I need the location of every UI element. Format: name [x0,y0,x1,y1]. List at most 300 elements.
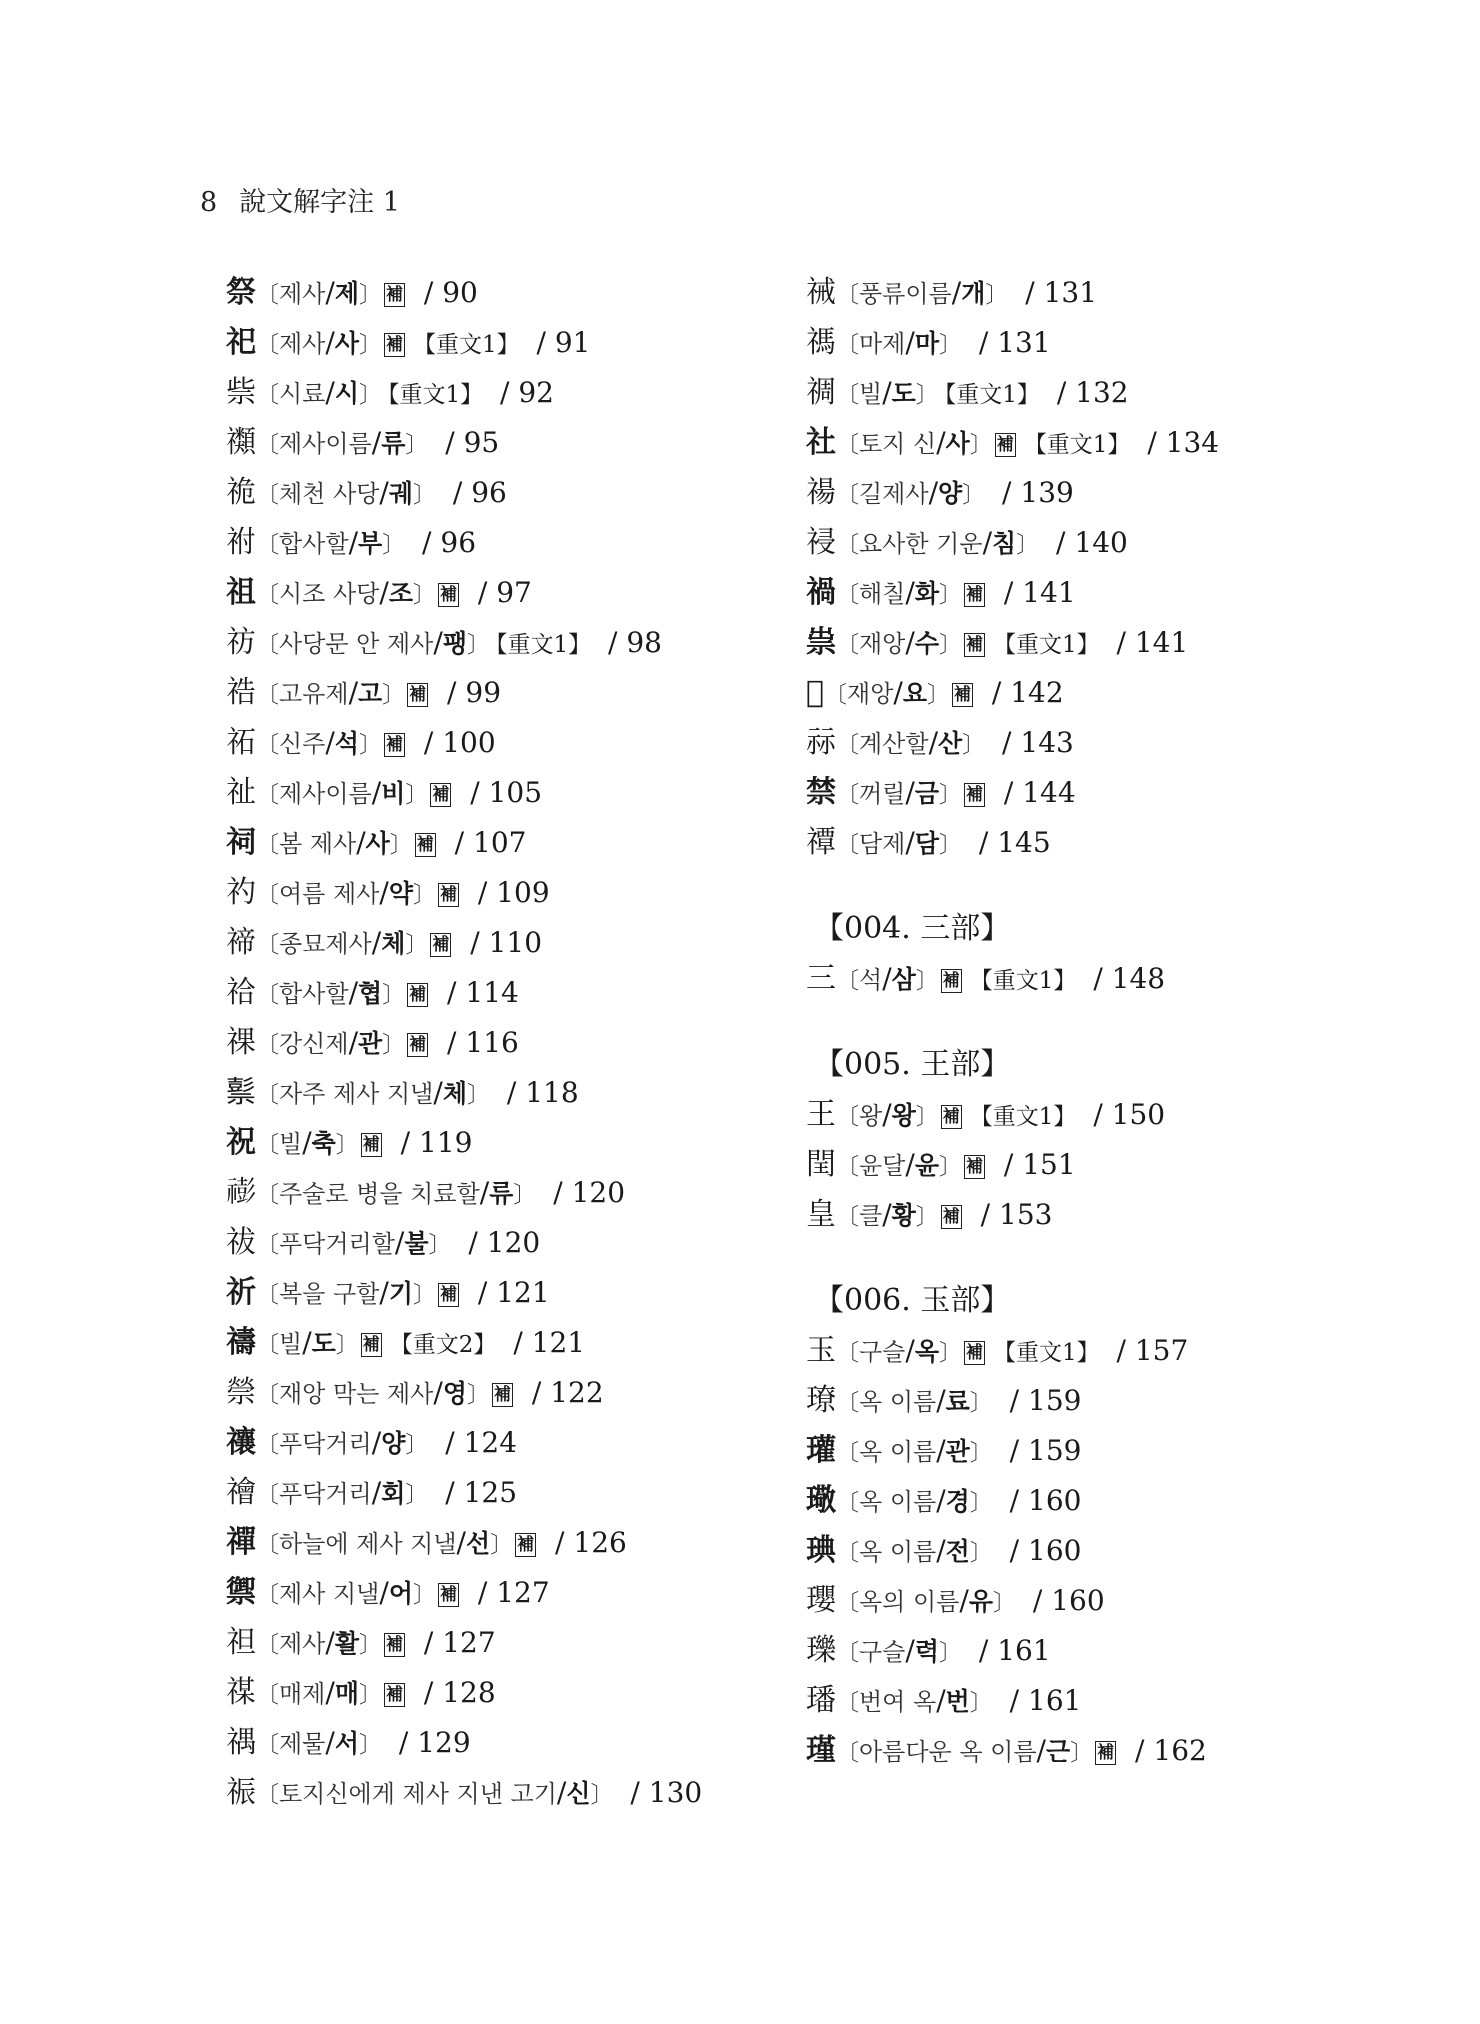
open-bracket: 〔 [256,1182,279,1208]
entry-key-sound: 왕 [891,1101,916,1130]
index-entry: 璠〔번여 옥/번〕 / 161 [806,1683,1082,1718]
entry-character: 祡 [226,375,256,410]
open-bracket: 〔 [256,1482,279,1508]
entry-reading: 빌 [859,380,883,408]
entry-reading: 구슬 [859,1638,906,1666]
entry-character: 祰 [226,675,256,710]
close-bracket: 〕 [358,382,382,408]
entry-reading: 토지 신 [859,430,937,458]
close-bracket: 〕 [969,432,993,458]
open-bracket: 〔 [256,1682,279,1708]
index-entry: 祉〔제사이름/비〕 補 / 105 [226,775,543,810]
close-bracket: 〕 [915,1104,939,1130]
page-separator: / [468,1276,497,1309]
entry-key-sound: 영 [442,1379,467,1408]
close-bracket: 〕 [915,1204,939,1230]
entry-page-number: 162 [1153,1734,1207,1767]
open-bracket: 〔 [256,282,279,308]
buchung-mark: 補 [409,684,427,705]
open-bracket: 〔 [256,732,279,758]
entry-character: 祟 [806,625,836,660]
page-separator: / [468,876,497,909]
page-separator: / [504,1326,532,1359]
close-bracket: 〕 [405,1432,429,1458]
entry-reading: 요사한 기운 [859,530,983,558]
index-column-left [226,268,786,1818]
entry-reading: 제사 [279,280,326,308]
close-bracket: 〕 [466,1082,490,1108]
buchung-mark: 補 [493,1384,511,1405]
close-bracket: 〕 [590,1782,614,1808]
index-entry: 祪〔체천 사당/궤〕 / 96 [226,475,507,510]
entry-character: 禬 [226,1475,256,1510]
entry-page-number: 119 [419,1126,473,1159]
close-bracket: 〕 [992,1590,1016,1616]
index-entry: 瑾〔아름다운 옥 이름/근〕 補 / 162 [806,1733,1207,1768]
index-entry: 祀〔제사/사〕 補 【重文1】 / 91 [226,325,591,360]
index-entry: 祘〔계산할/산〕 / 143 [806,725,1074,760]
entry-key-sound: 약 [388,879,413,908]
entry-reading: 제물 [279,1730,326,1758]
close-bracket: 〕 [938,1640,962,1666]
entry-reading: 합사할 [279,980,349,1008]
entry-key-sound: 담 [914,829,939,858]
entry-character: 禜 [226,1375,256,1410]
buchung-mark: 補 [965,784,983,805]
entry-reading: 제사 [279,330,326,358]
entry-key-sound: 경 [945,1487,970,1516]
page-separator: / [497,1076,526,1109]
page-separator: / [468,576,497,609]
close-bracket: 〕 [1070,1740,1094,1766]
entry-reading: 재앙 막는 제사 [279,1380,434,1408]
entry-reading: 사당문 안 제사 [279,630,434,658]
index-entry: 𥛱〔자주 제사 지낼/체〕 / 118 [226,1075,579,1110]
buchung-mark: 補 [965,634,983,655]
entry-reading: 길제사 [859,480,929,508]
chongwen-note: 【重文1】 [387,382,484,408]
index-entry: 祔〔합사할/부〕 / 96 [226,525,477,560]
open-bracket: 〔 [836,432,859,458]
entry-page-number: 159 [1028,1384,1082,1417]
page-separator: / [522,1376,551,1409]
chongwen-note: 【重文1】 [944,382,1040,408]
entry-key-sound: 개 [961,279,986,308]
index-entry: 瓅〔구슬/력〕 / 161 [806,1633,1051,1668]
index-entry: 祲〔요사한 기운/침〕 / 140 [806,525,1128,560]
entry-reading: 구슬 [859,1338,906,1366]
entry-reading: 제사 지낼 [279,1580,380,1608]
entry-key-sound: 부 [358,529,383,558]
index-entry: 璙〔옥 이름/료〕 / 159 [806,1383,1082,1418]
open-bracket: 〔 [836,482,859,508]
close-bracket: 〕 [358,332,382,358]
entry-character: 三 [806,961,836,996]
entry-character: 禦 [226,1575,256,1610]
open-bracket: 〔 [836,832,859,858]
entry-character: 祉 [226,775,256,810]
page-number: 8 [200,187,218,218]
close-bracket: 〕 [412,1282,436,1308]
close-bracket: 〕 [358,282,382,308]
open-bracket: 〔 [256,632,279,658]
index-entry: 瓘〔옥 이름/관〕 / 159 [806,1433,1082,1468]
buchung-mark: 補 [432,934,450,955]
entry-character: 祖 [226,575,256,610]
open-bracket: 〔 [836,968,859,994]
close-bracket: 〕 [358,1732,382,1758]
chongwen-note: 【重文1】 [412,332,520,358]
page-separator: / [391,1126,420,1159]
buchung-mark: 補 [385,1634,403,1655]
entry-character: 祏 [226,725,256,760]
buchung-mark: 補 [432,784,450,805]
entry-page-number: 141 [1134,626,1189,659]
index-entry: 禱〔빌/도〕 補 【重文2】 / 121 [226,1325,586,1360]
entry-key-sound: 체 [442,1079,467,1108]
index-entry: 禡〔마제/마〕 / 131 [806,325,1051,360]
buchung-mark: 補 [409,984,427,1005]
close-bracket: 〕 [358,732,382,758]
chongwen-note: 【重文1】 [969,968,1077,994]
page-separator: / [491,376,519,409]
entry-character: 禍 [806,575,836,610]
page-separator: / [994,1148,1023,1181]
index-entry: 瓔〔옥의 이름/유〕 / 160 [806,1583,1105,1618]
entry-character: 祫 [226,975,256,1010]
index-entry: 皇〔클/황〕 補 / 153 [806,1197,1053,1232]
entry-reading: 윤달 [859,1152,906,1180]
entry-page-number: 100 [442,726,496,759]
close-bracket: 〕 [915,968,939,994]
entry-reading: 종묘제사 [279,930,372,958]
entry-reading: 봄 제사 [279,830,357,858]
page-separator: / [969,1634,998,1667]
buchung-mark: 補 [409,1034,427,1055]
entry-reading: 재앙 [847,680,894,708]
open-bracket: 〔 [256,332,279,358]
entry-reading: 아름다운 옥 이름 [859,1738,1037,1766]
page-separator: / [468,1576,497,1609]
entry-key-sound: 산 [938,729,963,758]
close-bracket: 〕 [428,1232,452,1258]
entry-page-number: 144 [1022,776,1076,809]
open-bracket: 〔 [256,482,279,508]
open-bracket: 〔 [836,1740,859,1766]
entry-reading: 왕 [859,1102,883,1130]
index-column-right [806,268,1406,1776]
entry-key-sound: 석 [334,729,359,758]
close-bracket: 〕 [382,1032,406,1058]
entry-character: 璠 [806,1683,836,1718]
entry-reading: 옥 이름 [859,1538,937,1566]
entry-character: 璥 [806,1483,836,1518]
entry-character: 玉 [806,1333,836,1368]
index-entry: 祡〔시료/시〕 【重文1】 / 92 [226,375,554,410]
close-bracket: 〕 [962,732,986,758]
close-bracket: 〕 [938,832,962,858]
entry-character: 𥘵 [226,1625,256,1660]
entry-key-sound: 체 [381,929,406,958]
index-entry: 祫〔합사할/협〕 補 / 114 [226,975,519,1010]
entry-key-sound: 력 [914,1637,939,1666]
entry-character: 禪 [226,1525,256,1560]
page-separator: / [527,326,555,359]
page-header [200,180,400,219]
entry-character: 瓔 [806,1583,836,1618]
entry-key-sound: 비 [381,779,406,808]
page-separator: / [1084,962,1112,995]
entry-reading: 해칠 [859,580,906,608]
open-bracket: 〔 [836,1490,859,1516]
open-bracket: 〔 [256,1782,279,1808]
page-separator: / [436,1426,464,1459]
entry-key-sound: 침 [992,529,1017,558]
entry-page-number: 91 [554,326,591,359]
entry-page-number: 125 [463,1476,518,1509]
open-bracket: 〔 [256,1032,279,1058]
entry-page-number: 95 [463,426,500,459]
open-bracket: 〔 [256,882,279,908]
entry-reading: 재앙 [859,630,906,658]
entry-key-sound: 기 [388,1279,413,1308]
entry-page-number: 130 [648,1776,703,1809]
entry-key-sound: 류 [381,429,406,458]
buchung-mark: 補 [517,1534,535,1555]
page-separator: / [1000,1384,1029,1417]
page-separator: / [438,976,466,1009]
close-bracket: 〕 [405,782,429,808]
open-bracket: 〔 [256,432,279,458]
entry-page-number: 124 [463,1426,518,1459]
page-separator: / [414,726,443,759]
open-bracket: 〔 [256,1382,279,1408]
entry-key-sound: 선 [465,1529,491,1558]
entry-key-sound: 전 [945,1537,970,1566]
page-separator: / [414,1676,443,1709]
section-heading: 【006. 玉部】 [814,1283,1011,1318]
entry-key-sound: 수 [914,629,939,658]
index-entry: 禓〔길제사/양〕 / 139 [806,475,1074,510]
entry-character: 祳 [226,1775,256,1810]
entry-page-number: 109 [496,876,550,909]
entry-page-number: 159 [1028,1434,1082,1467]
index-entry: 祖〔시조 사당/조〕 補 / 97 [226,575,532,610]
open-bracket: 〔 [256,1432,279,1458]
index-entry: 禦〔제사 지낼/어〕 補 / 127 [226,1575,550,1610]
close-bracket: 〕 [969,1390,993,1416]
entry-character: 𥛱 [226,1075,256,1110]
buchung-mark: 補 [416,834,434,855]
open-bracket: 〔 [836,1154,859,1180]
open-bracket: 〔 [836,1440,859,1466]
entry-page-number: 110 [488,926,543,959]
entry-reading: 자주 제사 지낼 [279,1080,434,1108]
page-separator: / [1000,1684,1029,1717]
entry-character: 王 [806,1097,836,1132]
index-entry: 琠〔옥 이름/전〕 / 160 [806,1533,1082,1568]
entry-key-sound: 도 [891,379,916,408]
chongwen-note: 【重文1】 [495,632,592,658]
entry-character: 禑 [226,1725,256,1760]
entry-page-number: 157 [1134,1334,1189,1367]
entry-page-number: 90 [442,276,478,309]
close-bracket: 〕 [382,682,406,708]
close-bracket: 〕 [962,482,986,508]
open-bracket: 〔 [836,1590,859,1616]
entry-character: 禘 [226,925,256,960]
entry-key-sound: 고 [358,679,383,708]
open-bracket: 〔 [836,332,859,358]
page-separator: / [1000,1484,1029,1517]
entry-reading: 석 [859,966,883,994]
entry-key-sound: 서 [334,1729,359,1758]
entry-reading: 제사이름 [279,430,372,458]
entry-character: 禁 [806,775,836,810]
entry-key-sound: 회 [381,1479,406,1508]
entry-key-sound: 조 [388,579,413,608]
buchung-mark: 補 [965,1156,983,1177]
page-separator: / [1107,1334,1135,1367]
open-bracket: 〔 [836,532,859,558]
entry-page-number: 107 [473,826,527,859]
page-separator: / [436,426,464,459]
entry-page-number: 116 [465,1026,519,1059]
page-separator: / [1107,626,1135,659]
page-separator: / [443,476,472,509]
entry-page-number: 131 [1043,276,1098,309]
entry-reading: 강신제 [279,1030,349,1058]
entry-reading: 옥의 이름 [859,1588,960,1616]
entry-key-sound: 화 [914,579,939,608]
entry-character: 祓 [226,1225,256,1260]
entry-page-number: 98 [626,626,662,659]
page-separator: / [414,276,443,309]
entry-page-number: 92 [518,376,554,409]
close-bracket: 〕 [335,1132,359,1158]
entry-page-number: 99 [465,676,502,709]
close-bracket: 〕 [938,1340,962,1366]
entry-reading: 고유제 [279,680,349,708]
entry-page-number: 114 [465,976,519,1009]
entry-page-number: 140 [1074,526,1128,559]
entry-reading: 번여 옥 [859,1688,937,1716]
close-bracket: 〕 [490,1532,514,1558]
entry-page-number: 127 [496,1576,550,1609]
index-entry: 禪〔하늘에 제사 지낼/선〕 補 / 126 [226,1525,627,1560]
close-bracket: 〕 [412,1582,436,1608]
close-bracket: 〕 [466,632,490,658]
page-separator: / [546,1526,574,1559]
entry-key-sound: 도 [311,1329,336,1358]
entry-character: 祔 [226,525,256,560]
page-separator: / [982,676,1011,709]
close-bracket: 〕 [382,532,406,558]
entry-page-number: 96 [471,476,507,509]
entry-character: 閏 [806,1147,836,1182]
entry-page-number: 160 [1028,1534,1082,1567]
entry-reading: 여름 제사 [279,880,380,908]
chongwen-note: 【重文1】 [969,1104,1077,1130]
entry-character: 𥘸 [806,675,825,710]
page-separator: / [461,776,489,809]
entry-character: 祈 [226,1275,256,1310]
buchung-mark: 補 [953,684,971,705]
page-separator: / [1047,526,1075,559]
close-bracket: 〕 [938,332,962,358]
page-separator: / [1023,1584,1052,1617]
entry-reading: 제사이름 [279,780,372,808]
entry-character: 祀 [226,325,256,360]
open-bracket: 〔 [256,982,279,1008]
entry-page-number: 151 [1022,1148,1076,1181]
entry-key-sound: 사 [334,329,359,358]
entry-character: 社 [806,425,836,460]
page-separator: / [414,1626,443,1659]
entry-character: 礿 [226,875,256,910]
buchung-mark: 補 [942,1106,960,1127]
entry-character: 祊 [226,625,256,660]
entry-key-sound: 축 [311,1129,336,1158]
entry-page-number: 161 [1028,1684,1082,1717]
open-bracket: 〔 [836,1390,859,1416]
page-separator: / [994,776,1023,809]
entry-character: 禖 [226,1675,256,1710]
entry-character: 𥛻 [226,1175,256,1210]
entry-key-sound: 번 [945,1687,970,1716]
entry-page-number: 97 [496,576,532,609]
entry-character: 禳 [226,1425,256,1460]
close-bracket: 〕 [969,1440,993,1466]
entry-character: 禡 [806,325,836,360]
entry-key-sound: 양 [381,1429,406,1458]
index-entry: 𥛻〔주술로 병을 치료할/류〕 / 120 [226,1175,626,1210]
entry-key-sound: 옥 [914,1337,939,1366]
entry-page-number: 105 [488,776,543,809]
close-bracket: 〕 [938,632,962,658]
section-heading: 【004. 三部】 [814,911,1011,946]
entry-page-number: 126 [573,1526,627,1559]
entry-reading: 옥 이름 [859,1438,937,1466]
open-bracket: 〔 [256,582,279,608]
index-entry: 禑〔제물/서〕 / 129 [226,1725,471,1760]
index-entry: 禳〔푸닥거리/양〕 / 124 [226,1425,518,1460]
entry-page-number: 141 [1022,576,1076,609]
close-bracket: 〕 [405,932,429,958]
close-bracket: 〕 [926,682,950,708]
close-bracket: 〕 [969,1690,993,1716]
entry-character: 祼 [226,1025,256,1060]
entry-key-sound: 양 [938,479,963,508]
index-entry: 禫〔담제/담〕 / 145 [806,825,1051,860]
page-separator: / [1126,1734,1154,1767]
entry-key-sound: 제 [334,279,359,308]
chongwen-note: 【重文1】 [992,1340,1100,1366]
close-bracket: 〕 [405,1482,429,1508]
entry-page-number: 128 [442,1676,496,1709]
index-entry: 王〔왕/왕〕 補 【重文1】 / 150 [806,1097,1166,1132]
open-bracket: 〔 [256,832,279,858]
chongwen-note: 【重文1】 [1023,432,1131,458]
entry-reading: 꺼릴 [859,780,906,808]
page-separator: / [969,326,998,359]
index-entry: 禁〔꺼릴/금〕 補 / 144 [806,775,1076,810]
open-bracket: 〔 [256,682,279,708]
open-bracket: 〔 [256,1632,279,1658]
entry-key-sound: 시 [334,379,359,408]
index-entry: 禷〔제사이름/류〕 / 95 [226,425,500,460]
page-separator: / [993,726,1021,759]
